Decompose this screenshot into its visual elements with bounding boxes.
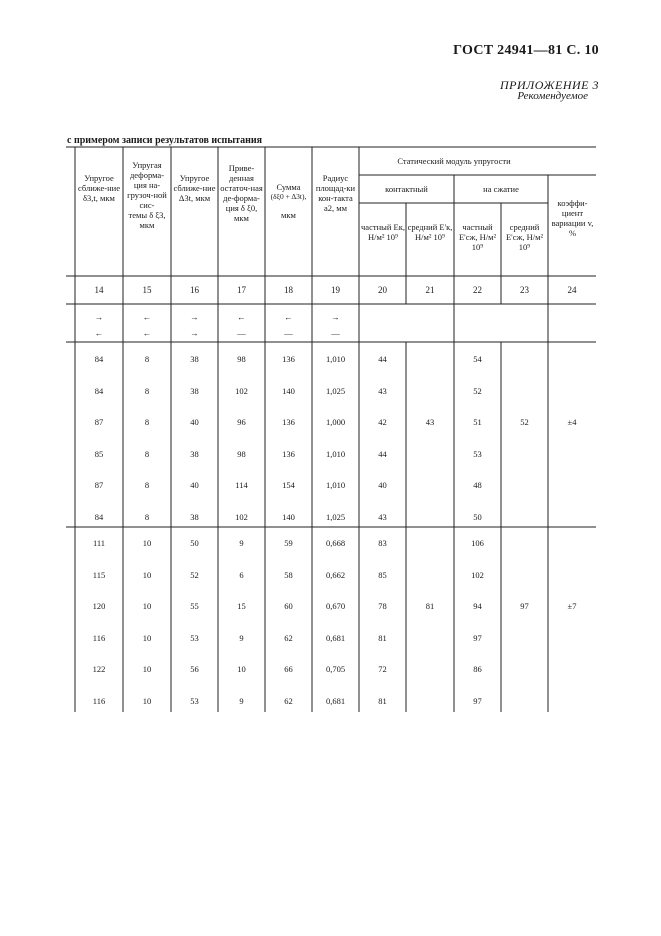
table-cell: 98: [237, 354, 246, 364]
column-number: 21: [425, 285, 435, 295]
dash-cell: →: [190, 312, 199, 322]
header-col-15-symbol: темы δ ξ3,: [128, 210, 166, 220]
table-cell: 38: [190, 385, 199, 396]
column-number: 19: [331, 285, 340, 295]
dash-cell: —: [331, 328, 340, 338]
table-cell: 0,662: [325, 569, 346, 580]
table-cell: 111: [92, 538, 106, 548]
table-cell: 9: [239, 632, 244, 643]
dash-cell: →: [331, 312, 340, 322]
mean-compress-value: 52: [520, 417, 529, 428]
table-cell: 53: [190, 632, 199, 643]
document-code: ГОСТ 24941—81 С. 10: [453, 43, 599, 58]
table-caption: с примером записи результатов испытания: [67, 135, 263, 146]
column-number: 17: [237, 285, 246, 295]
table-cell-contact-partial: 85: [378, 569, 387, 580]
column-number: 20: [378, 285, 387, 295]
header-group-compression: на сжатие: [483, 184, 519, 194]
table-cell: 0,705: [325, 664, 346, 675]
table-cell-compress-partial: 53: [473, 448, 482, 459]
table-cell: 62: [284, 696, 293, 706]
dash-cell: ←: [142, 312, 152, 322]
header-col-18-unit: мкм: [281, 210, 296, 220]
table-cell-contact-partial: 78: [378, 601, 387, 612]
table-cell-contact-partial: 44: [378, 448, 387, 459]
table-cell: 10: [142, 569, 152, 580]
table-cell-compress-partial: 94: [473, 601, 482, 612]
mean-contact-value: 81: [425, 601, 435, 612]
header-col-15: [124, 160, 170, 230]
table-cell: 15: [237, 601, 246, 612]
table-cell-compress-partial: 97: [473, 696, 482, 706]
table-cell: 10: [237, 664, 246, 675]
table-cell: 8: [144, 448, 150, 459]
table-cell-contact-partial: 81: [378, 632, 387, 643]
table-cell: 140: [282, 512, 295, 522]
table-cell: 62: [284, 632, 293, 643]
header-col-15-text: Упругая деформа-ция на-грузоч-ной сис-: [127, 160, 167, 210]
table-cell: 55: [190, 601, 199, 612]
header-col-17-text: Приве-денная остаточ-ная де-форма-: [220, 163, 263, 203]
table-cell: 116: [92, 632, 106, 643]
table-cell-compress-partial: 48: [473, 480, 482, 491]
table-cell-compress-partial: 52: [473, 385, 482, 396]
table-cell: 136: [282, 354, 295, 364]
header-col-22: частный E'сж, Н/м² 10⁹: [458, 222, 497, 252]
dash-cell: —: [237, 328, 246, 338]
header-col-17-symbol: ция δ ξ0,: [225, 203, 258, 213]
table-cell: 0,681: [325, 696, 346, 706]
mean-contact-value: 43: [425, 417, 435, 428]
table-cell: 10: [142, 538, 152, 548]
table-cell: 1,010: [325, 480, 346, 491]
dash-cell: ←: [94, 328, 104, 338]
table-cell: 38: [190, 512, 199, 522]
table-cell-contact-partial: 83: [378, 538, 387, 548]
table-cell-contact-partial: 40: [378, 480, 387, 491]
table-cell: 8: [144, 480, 150, 491]
header-col-17: [219, 163, 264, 223]
table-cell-compress-partial: 86: [473, 664, 482, 675]
dash-cell: ←: [142, 328, 152, 338]
table-cell-compress-partial: 106: [471, 538, 484, 548]
table-cell-compress-partial: 97: [473, 632, 482, 643]
table-cell-compress-partial: 50: [473, 512, 482, 522]
table-cell: 0,668: [325, 538, 346, 548]
table-cell: 50: [190, 538, 199, 548]
table-cell: 1,010: [325, 448, 346, 459]
header-col-18-formula: (δξ0 + Δ3t),: [270, 192, 307, 201]
table-cell: 10: [142, 601, 152, 612]
table-cell: 98: [237, 448, 246, 459]
column-number: 15: [142, 285, 152, 295]
table-cell: 87: [94, 480, 104, 491]
table-cell: 116: [92, 696, 106, 706]
header-col-16: Упругое сближе-ние Δ3t, мкм: [173, 173, 216, 203]
table-cell: 84: [94, 512, 104, 522]
dash-cell: ←: [237, 312, 246, 322]
header-col-19: Радиус площад-ки кон-такта a2, мм: [315, 173, 356, 213]
table-cell: 38: [190, 354, 199, 364]
column-number: 16: [190, 285, 199, 295]
dash-cell: →: [190, 328, 199, 338]
table-cell: 66: [284, 664, 293, 675]
table-cell: 52: [190, 569, 199, 580]
table-cell: 1,010: [325, 354, 346, 364]
header-col-18: [266, 182, 311, 220]
header-col-15-unit: мкм: [139, 220, 155, 230]
table-cell: 102: [235, 512, 248, 522]
header-col-23: средний E'сж, Н/м² 10⁹: [505, 222, 544, 252]
column-number: 23: [520, 285, 529, 295]
table-cell: 84: [94, 354, 104, 364]
table-cell-contact-partial: 81: [378, 696, 387, 706]
variation-value: ±7: [567, 601, 577, 612]
table-cell: 8: [144, 417, 150, 428]
table-cell-contact-partial: 44: [378, 354, 387, 364]
appendix-title: ПРИЛОЖЕНИЕ 3: [500, 78, 599, 92]
header-col-24: коэффи-циент вариации v, %: [551, 198, 594, 238]
variation-value: ±4: [567, 417, 577, 428]
table-cell: 154: [282, 480, 295, 491]
table-cell: 6: [239, 569, 244, 580]
table-cell-compress-partial: 51: [473, 417, 482, 428]
table-cell: 40: [190, 417, 199, 428]
column-number: 22: [473, 285, 482, 295]
table-cell-compress-partial: 54: [473, 354, 482, 364]
column-number: 18: [284, 285, 293, 295]
table-cell-contact-partial: 43: [378, 512, 387, 522]
header-col-17-unit: мкм: [234, 213, 249, 223]
table-cell: 8: [144, 385, 150, 396]
header-col-18-text: Сумма: [276, 182, 301, 192]
mean-compress-value: 97: [520, 601, 529, 612]
table-cell: 10: [142, 664, 152, 675]
table-cell-contact-partial: 42: [378, 417, 387, 428]
table-cell: 8: [144, 512, 150, 522]
table-cell: 114: [235, 480, 248, 491]
table-cell: 9: [239, 696, 244, 706]
table-cell: 1,025: [325, 385, 346, 396]
table-cell: 0,681: [325, 632, 346, 643]
table-cell: 60: [284, 601, 293, 612]
table-cell: 140: [282, 385, 295, 396]
header-col-20: частный Eк, Н/м² 10⁹: [361, 222, 405, 242]
header-col-21: средний E'к, Н/м² 10⁹: [407, 222, 453, 242]
table-cell: 84: [94, 385, 104, 396]
header-col-14: Упругое сближе-ние δ3,t, мкм: [77, 173, 120, 203]
table-cell-contact-partial: 43: [378, 385, 387, 396]
table-cell: 38: [190, 448, 199, 459]
table-cell: 102: [235, 385, 248, 396]
table-cell: 120: [92, 601, 106, 612]
table-cell: 10: [142, 632, 152, 643]
table-cell: 40: [190, 480, 199, 491]
dash-cell: —: [284, 328, 293, 338]
table-cell-contact-partial: 72: [378, 664, 387, 675]
table-cell: 59: [284, 538, 293, 548]
table-cell: 96: [237, 417, 246, 428]
table-cell: 122: [92, 664, 106, 675]
appendix-status: Рекомендуемое: [517, 90, 588, 102]
table-cell: 58: [284, 569, 293, 580]
dash-cell: ←: [284, 312, 293, 322]
table-cell: 56: [190, 664, 199, 675]
table-cell: 87: [94, 417, 104, 428]
dash-cell: →: [94, 312, 104, 322]
table-cell: 85: [94, 448, 104, 459]
table-cell: 8: [144, 354, 150, 364]
table-cell: 1,025: [325, 512, 346, 522]
table-cell: 10: [142, 696, 152, 706]
column-number: 14: [94, 285, 104, 295]
header-group-contact: контактный: [385, 184, 428, 194]
table-cell: 136: [282, 417, 295, 428]
table-cell-compress-partial: 102: [471, 569, 484, 580]
header-group-static-modulus: Статический модуль упругости: [397, 156, 511, 166]
table-cell: 1,000: [325, 417, 346, 428]
table-cell: 9: [239, 538, 244, 548]
table-cell: 53: [190, 696, 199, 706]
table-cell: 136: [282, 448, 295, 459]
table-cell: 0,670: [325, 601, 346, 612]
table-cell: 115: [92, 569, 106, 580]
column-number: 24: [567, 285, 577, 295]
